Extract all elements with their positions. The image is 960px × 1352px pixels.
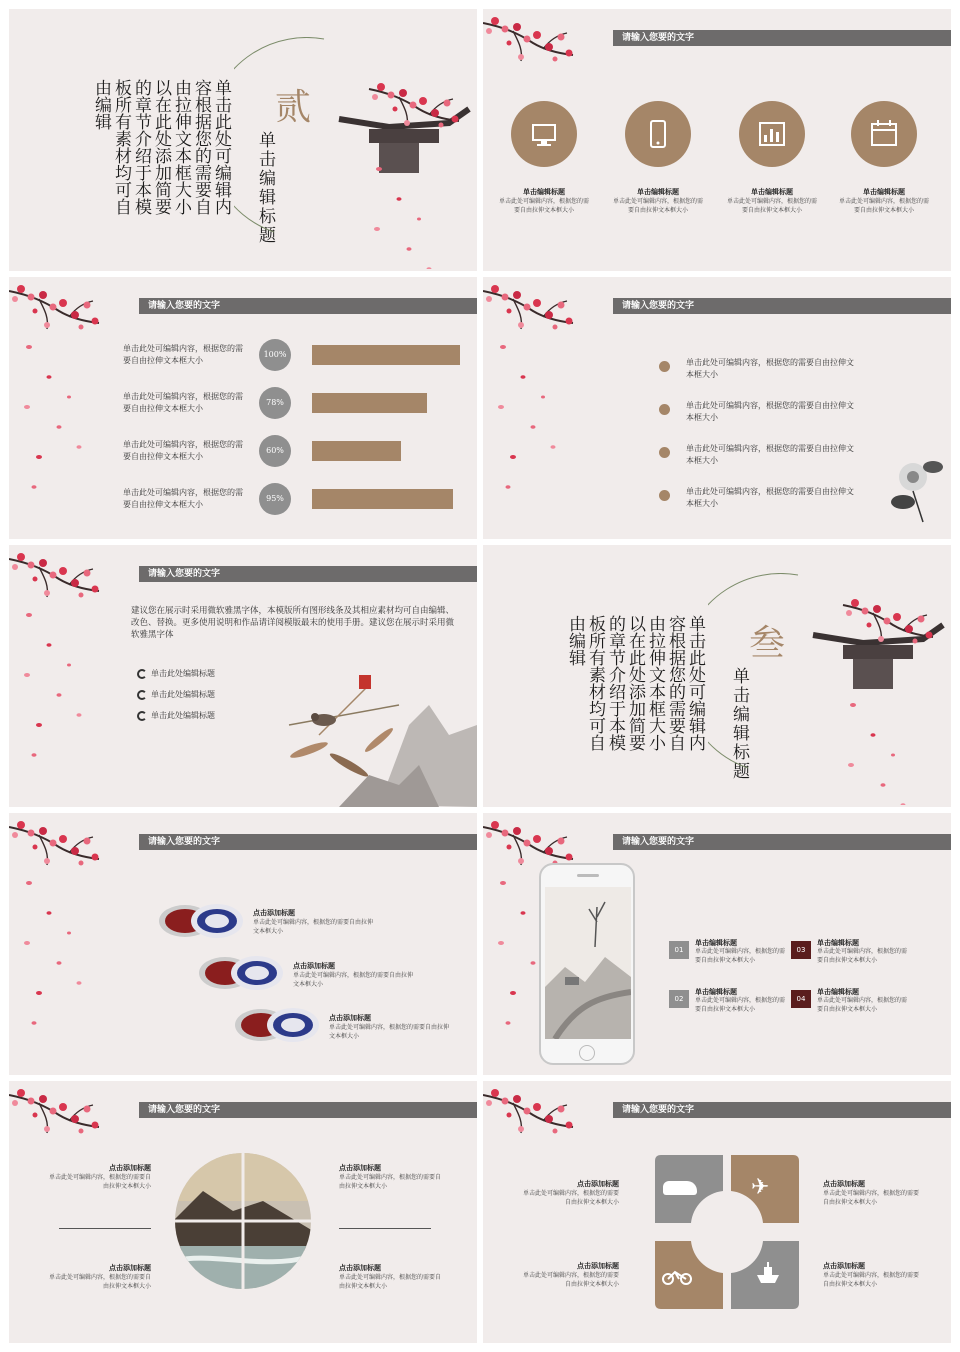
item-title: 点击添加标题	[293, 962, 335, 970]
number-badge: 01	[669, 941, 689, 959]
petals-decoration	[493, 337, 593, 517]
petals-decoration	[19, 337, 119, 517]
bullet-text: 单击此处可编辑内容，根据您的需要自由拉伸文本框大小	[686, 358, 854, 379]
item-text: 单击此处可编辑内容，根据您的需要自由拉伸文本框大小	[695, 997, 786, 1013]
item-text: 单击此处可编辑内容，根据您的需要自由拉伸文本框大小	[817, 997, 908, 1013]
option-label: 单击此处编辑标题	[151, 711, 215, 720]
banner-title: 请输入您要的文字	[622, 837, 695, 847]
feature-title: 单击编辑标题	[863, 188, 905, 196]
phone-mockup	[539, 863, 635, 1065]
item-title: 单击编辑标题	[695, 988, 737, 996]
bullet-dot	[659, 447, 670, 458]
header-banner	[135, 1102, 477, 1118]
option-label: 单击此处编辑标题	[151, 690, 215, 699]
plum-blossom-branch	[483, 1085, 583, 1145]
item-title: 点击添加标题	[577, 1180, 619, 1188]
section-body-text: 单击此处可编辑内容根据您的需要自由拉伸文本框大小以在此处添加简要的章节介绍于本模板所有素材均可自由编辑	[565, 615, 705, 751]
calendar-icon	[859, 109, 909, 159]
option-radio[interactable]	[137, 669, 147, 679]
item-title: 单击编辑标题	[817, 988, 859, 996]
ink-landscape-screen	[545, 887, 631, 1039]
slide-transport-ring	[483, 1081, 951, 1343]
section-number: 叁	[749, 623, 786, 664]
item-title: 点击添加标题	[339, 1264, 381, 1272]
progress-bar	[312, 441, 401, 461]
item-text: 单击此处可编辑内容，根据您的需要自由拉伸文本框大小	[329, 1024, 450, 1040]
percent-circle: 95%	[259, 483, 291, 515]
bird-bamboo-painting	[279, 665, 477, 807]
percent-circle: 100%	[259, 339, 291, 371]
header-banner	[609, 298, 951, 314]
header-banner	[135, 298, 477, 314]
porcelain-box-image	[197, 953, 287, 993]
progress-label: 单击此处可编辑内容，根据您的需要自由拉伸文本框大小	[123, 344, 243, 365]
feature-text: 单击此处可编辑内容，根据您的需要自由拉伸文本框大小	[726, 198, 817, 214]
item-title: 点击添加标题	[109, 1164, 151, 1172]
quad-ring-diagram	[651, 1151, 803, 1313]
slide-phone	[483, 813, 951, 1075]
chart-icon	[747, 109, 797, 159]
feature-title: 单击编辑标题	[637, 188, 679, 196]
item-text: 单击此处可编辑内容，根据您的需要自由拉伸文本框大小	[695, 948, 786, 964]
monitor-icon	[519, 109, 569, 159]
bicycle-icon	[661, 1269, 693, 1285]
slide-section-3	[483, 545, 951, 807]
plum-blossom-branch	[9, 1085, 109, 1145]
banner-title: 请输入您要的文字	[148, 837, 221, 847]
bullet-dot	[659, 361, 670, 372]
item-title: 点击添加标题	[329, 1014, 371, 1022]
option-radio[interactable]	[137, 690, 147, 700]
item-text: 单击此处可编辑内容，根据您的需要自由拉伸文本框大小	[339, 1274, 442, 1290]
divider-line-right	[339, 1228, 431, 1229]
bullet-text: 单击此处可编辑内容，根据您的需要自由拉伸文本框大小	[686, 401, 854, 422]
item-text: 单击此处可编辑内容，根据您的需要自由拉伸文本框大小	[339, 1174, 442, 1190]
item-title: 点击添加标题	[253, 909, 295, 917]
progress-label: 单击此处可编辑内容，根据您的需要自由拉伸文本框大小	[123, 488, 243, 509]
item-title: 点击添加标题	[823, 1262, 865, 1270]
banner-title: 请输入您要的文字	[148, 569, 221, 579]
slide-icons	[483, 9, 951, 271]
progress-bar	[312, 489, 453, 509]
bullet-text: 单击此处可编辑内容，根据您的需要自由拉伸文本框大小	[686, 487, 854, 508]
bullet-text: 单击此处可编辑内容，根据您的需要自由拉伸文本框大小	[686, 444, 854, 465]
item-text: 单击此处可编辑内容，根据您的需要自由拉伸文本框大小	[523, 1272, 620, 1288]
section-title: 单击编辑标题	[729, 667, 749, 781]
header-banner	[135, 566, 477, 582]
banner-title: 请输入您要的文字	[622, 33, 695, 43]
item-title: 点击添加标题	[577, 1262, 619, 1270]
feature-circle	[625, 101, 691, 167]
slide-circle-photo	[9, 1081, 477, 1343]
item-title: 单击编辑标题	[817, 939, 859, 947]
roof-eave-blossom-image	[803, 595, 951, 705]
banner-title: 请输入您要的文字	[622, 1105, 695, 1115]
item-text: 单击此处可编辑内容，根据您的需要自由拉伸文本框大小	[823, 1272, 920, 1288]
item-text: 单击此处可编辑内容，根据您的需要自由拉伸文本框大小	[823, 1190, 920, 1206]
divider-line-left	[59, 1228, 151, 1229]
plum-blossom-branch	[483, 281, 583, 341]
plum-blossom-branch	[483, 13, 583, 73]
item-text: 单击此处可编辑内容，根据您的需要自由拉伸文本框大小	[817, 948, 908, 964]
header-banner	[609, 1102, 951, 1118]
banner-title: 请输入您要的文字	[622, 301, 695, 311]
seaside-rocks-photo	[173, 1151, 313, 1291]
option-radio[interactable]	[137, 711, 147, 721]
phone-icon	[633, 109, 683, 159]
header-banner	[609, 30, 951, 46]
section-body-text: 单击此处可编辑内容根据您的需要自由拉伸文本框大小以在此处添加简要的章节介绍于本模板所有素材均可自由编辑	[91, 79, 231, 215]
number-badge: 04	[791, 990, 811, 1008]
feature-text: 单击此处可编辑内容，根据您的需要自由拉伸文本框大小	[838, 198, 929, 214]
bullet-dot	[659, 490, 670, 501]
number-badge: 03	[791, 941, 811, 959]
number-badge: 02	[669, 990, 689, 1008]
percent-circle: 78%	[259, 387, 291, 419]
slide-porcelain	[9, 813, 477, 1075]
intro-paragraph: 建议您在展示时采用微软雅黑字体，本模版所有图形线条及其相应素材均可自由编辑、改色、替换。更多使用说明和作品请详阅模版最末的使用手册。建议您在展示时采用微软雅黑字体	[131, 606, 455, 640]
home-button[interactable]	[579, 1045, 595, 1061]
ship-icon	[755, 1261, 781, 1285]
item-text: 单击此处可编辑内容，根据您的需要自由拉伸文本框大小	[49, 1274, 152, 1290]
header-banner	[135, 834, 477, 850]
plum-blossom-branch	[9, 281, 109, 341]
petals-decoration	[19, 605, 119, 785]
item-text: 单击此处可编辑内容，根据您的需要自由拉伸文本框大小	[523, 1190, 620, 1206]
percent-circle: 60%	[259, 435, 291, 467]
header-banner	[609, 834, 951, 850]
item-title: 单击编辑标题	[695, 939, 737, 947]
petals-decoration	[19, 873, 119, 1053]
progress-bar	[312, 345, 460, 365]
porcelain-box-image	[233, 1005, 323, 1045]
slide-bullet-list	[483, 277, 951, 539]
petals-decoration	[369, 159, 469, 269]
feature-circle	[851, 101, 917, 167]
item-title: 点击添加标题	[109, 1264, 151, 1272]
feature-title: 单击编辑标题	[523, 188, 565, 196]
porcelain-box-image	[157, 901, 247, 941]
option-label: 单击此处编辑标题	[151, 669, 215, 678]
progress-bar	[312, 393, 427, 413]
feature-text: 单击此处可编辑内容，根据您的需要自由拉伸文本框大小	[612, 198, 703, 214]
item-text: 单击此处可编辑内容，根据您的需要自由拉伸文本框大小	[49, 1174, 152, 1190]
feature-title: 单击编辑标题	[751, 188, 793, 196]
banner-title: 请输入您要的文字	[148, 301, 221, 311]
progress-label: 单击此处可编辑内容，根据您的需要自由拉伸文本框大小	[123, 440, 243, 461]
item-text: 单击此处可编辑内容，根据您的需要自由拉伸文本框大小	[253, 919, 374, 935]
petals-decoration	[843, 695, 943, 805]
banner-title: 请输入您要的文字	[148, 1105, 221, 1115]
section-title: 单击编辑标题	[255, 131, 275, 245]
feature-text: 单击此处可编辑内容，根据您的需要自由拉伸文本框大小	[498, 198, 589, 214]
feature-circle	[739, 101, 805, 167]
phone-speaker	[577, 874, 599, 877]
ink-flower-image	[883, 447, 951, 527]
slide-text-options	[9, 545, 477, 807]
plane-icon: ✈	[751, 1175, 770, 1200]
feature-circle	[511, 101, 577, 167]
bullet-dot	[659, 404, 670, 415]
progress-label: 单击此处可编辑内容，根据您的需要自由拉伸文本框大小	[123, 392, 243, 413]
section-number: 贰	[275, 87, 312, 128]
slide-progress-bars	[9, 277, 477, 539]
slide-section-2	[9, 9, 477, 271]
car-icon	[663, 1181, 697, 1195]
item-text: 单击此处可编辑内容，根据您的需要自由拉伸文本框大小	[293, 972, 414, 988]
plum-blossom-branch	[9, 817, 109, 877]
item-title: 点击添加标题	[823, 1180, 865, 1188]
item-title: 点击添加标题	[339, 1164, 381, 1172]
plum-blossom-branch	[9, 549, 109, 609]
